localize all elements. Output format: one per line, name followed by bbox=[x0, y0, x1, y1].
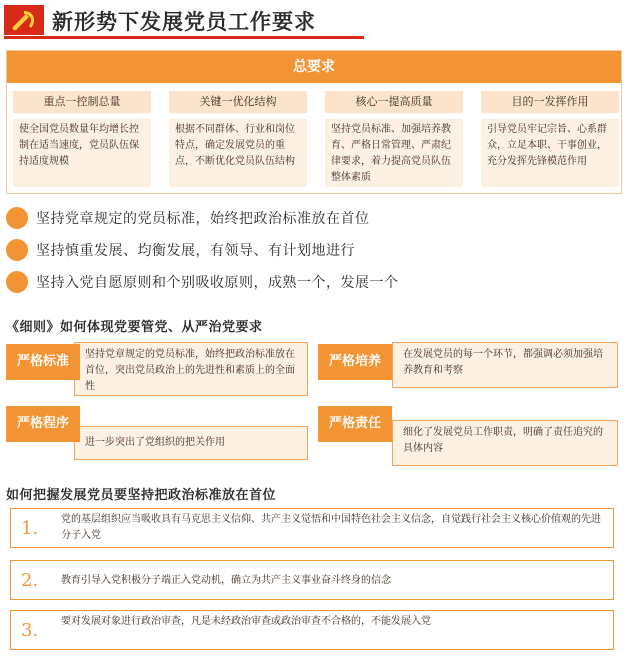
principle-text: 坚持党章规定的党员标准，始终把政治标准放在首位 bbox=[36, 211, 370, 227]
principle-item bbox=[6, 238, 626, 262]
party-emblem-icon bbox=[4, 5, 44, 35]
item-text: 要对发展对象进行政治审查，凡是未经政治审查或政治审查不合格的，不能发展入党 bbox=[61, 616, 431, 627]
list-item bbox=[10, 560, 614, 600]
principle-text: 坚持入党自愿原则和个别吸收原则，成熟一个，发展一个 bbox=[36, 275, 399, 291]
header-divider bbox=[4, 36, 364, 39]
requirement-column bbox=[481, 91, 619, 187]
requirement-body: 使全国党员数量年均增长控制在适当速度，党员队伍保持适度规模 bbox=[13, 119, 151, 187]
strict-standard-text: 坚持党章规定的党员标准，始终把政治标准放在首位，突出党员政治上的先进性和素质上的全面性 bbox=[74, 342, 308, 396]
overall-title: 总要求 bbox=[7, 51, 621, 83]
strict-training-text: 在发展党员的每一个环节，都强调必须加强培养教育和考察 bbox=[392, 342, 618, 388]
page-title: 新形势下发展党员工作要求 bbox=[52, 10, 316, 34]
bullet-dot-icon bbox=[6, 207, 28, 229]
requirement-head: 目的一发挥作用 bbox=[481, 91, 619, 113]
item-number: 2. bbox=[21, 570, 39, 591]
strict-responsibility-text: 细化了发展党员工作职责，明确了责任追究的具体内容 bbox=[392, 420, 618, 466]
strict-responsibility-label: 严格责任 bbox=[318, 406, 392, 442]
list-item bbox=[10, 508, 614, 548]
strict-standard-label: 严格标准 bbox=[6, 344, 80, 380]
list-item bbox=[10, 610, 614, 650]
requirement-body: 坚持党员标准、加强培养教育、严格日常管理、严肃纪律要求，着力提高党员队伍整体素质 bbox=[325, 119, 463, 187]
requirement-body: 根据不同群体、行业和岗位特点，确定发展党员的重点，不断优化党员队伍结构 bbox=[169, 119, 307, 187]
requirement-body: 引导党员牢记宗旨、心系群众，立足本职、干事创业，充分发挥先锋模范作用 bbox=[481, 119, 619, 187]
strict-procedure-text: 进一步突出了党组织的把关作用 bbox=[74, 426, 308, 460]
requirement-head: 重点一控制总量 bbox=[13, 91, 151, 113]
requirement-column bbox=[325, 91, 463, 187]
bullet-dot-icon bbox=[6, 271, 28, 293]
section-heading-rules: 《细则》如何体现党要管党、从严治党要求 bbox=[6, 320, 263, 335]
principle-text: 坚持慎重发展、均衡发展，有领导、有计划地进行 bbox=[36, 243, 355, 259]
requirement-column bbox=[13, 91, 151, 187]
item-number: 1. bbox=[21, 518, 39, 539]
principle-item bbox=[6, 270, 626, 294]
section-heading-political-standard: 如何把握发展党员要坚持把政治标准放在首位 bbox=[6, 488, 277, 503]
strict-procedure-label: 严格程序 bbox=[6, 406, 80, 442]
item-number: 3. bbox=[21, 620, 39, 641]
requirement-head: 核心一提高质量 bbox=[325, 91, 463, 113]
bullet-dot-icon bbox=[6, 239, 28, 261]
requirement-head: 关键一优化结构 bbox=[169, 91, 307, 113]
page-header bbox=[4, 4, 364, 36]
item-text: 党的基层组织应当吸收具有马克思主义信仰、共产主义觉悟和中国特色社会主义信念，自觉践行社会主义核心价值观的先进分子入党 bbox=[61, 514, 601, 541]
principle-item bbox=[6, 206, 626, 230]
requirement-column bbox=[169, 91, 307, 187]
item-text: 教育引导入党积极分子端正入党动机，确立为共产主义事业奋斗终身的信念 bbox=[61, 575, 391, 586]
overall-requirements bbox=[6, 50, 622, 194]
strict-training-label: 严格培养 bbox=[318, 344, 392, 380]
